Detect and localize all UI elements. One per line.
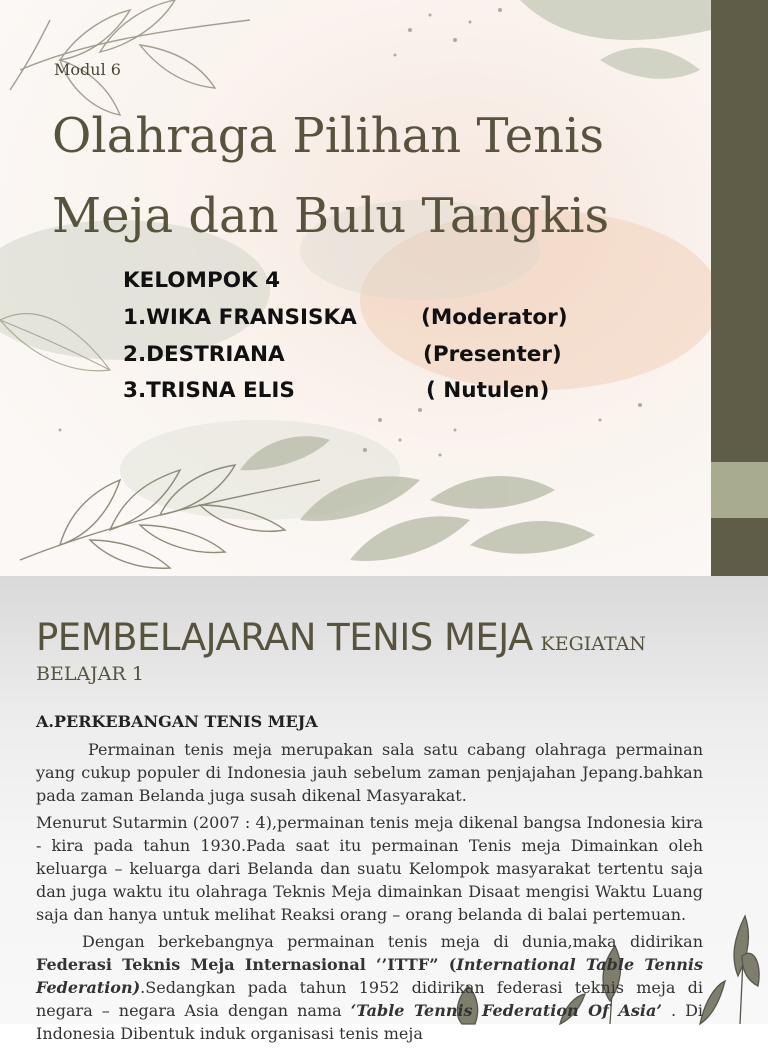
member-name: 2.DESTRIANA <box>123 342 285 367</box>
paragraph-text: .Sedangkan pada tahun 1952 didirikan federasi teknis meja di negara – negara Asia dengan nama <box>36 978 703 1020</box>
leaf-solid-icon <box>520 0 711 79</box>
member-name: 1.WIKA FRANSISKA <box>123 305 357 330</box>
content-slide <box>0 576 768 1043</box>
content-title-main: PEMBELAJARAN TENIS MEJA <box>36 616 533 659</box>
member-name: 3.TRISNA ELIS <box>123 378 295 403</box>
paragraph-text: Dengan berkebangnya permainan tenis meja di dunia,maka didirikan <box>82 932 703 951</box>
paragraph-bold-italic: ‘Table Tennis Federation Of Asia’ <box>350 1001 662 1020</box>
paragraph-bold: ( <box>438 955 457 974</box>
paragraph-bold: Federasi Teknis Meja Internasional ‘’ITTF” <box>36 955 439 974</box>
content-title <box>36 616 716 685</box>
slide-title: Olahraga Pilihan Tenis Meja dan Bulu Tangkis <box>52 108 610 244</box>
paragraph <box>36 930 703 1045</box>
body-text <box>36 738 703 1049</box>
content-title-line2: BELAJAR 1 <box>36 663 144 685</box>
paragraph: Menurut Sutarmin (2007 : 4),permainan tenis meja dikenal bangsa Indonesia kira - kira pada tahun 1930.Pada saat itu permainan Tenis meja Dimainkan oleh keluarga – keluarga dari Belanda dan suatu Kelompok masyarakat tertentu saja dan juga waktu itu olahraga Teknis Meja dimainkan Disaat mengisi Waktu Luang saja dan hanya untuk melihat Reaksi orang – orang belanda di balai pertemuan. <box>36 813 703 924</box>
content-title-sub: KEGIATAN <box>540 633 646 655</box>
paragraph-bold-italic: International Table Tennis Federation) <box>36 955 703 997</box>
member-role: (Moderator) <box>421 305 568 330</box>
paragraph-text: . Di Indonesia Dibentuk induk organisasi tenis meja <box>36 1001 704 1043</box>
paragraph: Permainan tenis meja merupakan sala satu cabang olahraga permainan yang cukup populer di Indonesia jauh sebelum zaman penjajahan Jepang.bahkan pada zaman Belanda juga susah dikenal Masyarakat. <box>36 740 703 805</box>
section-heading: A.PERKEBANGAN TENIS MEJA <box>36 712 318 731</box>
member-role: ( Nutulen) <box>426 378 550 403</box>
sidebar-accent-block <box>711 462 768 518</box>
member-role: (Presenter) <box>423 342 562 367</box>
module-label: Modul 6 <box>54 60 121 79</box>
group-heading: KELOMPOK 4 <box>123 268 281 293</box>
